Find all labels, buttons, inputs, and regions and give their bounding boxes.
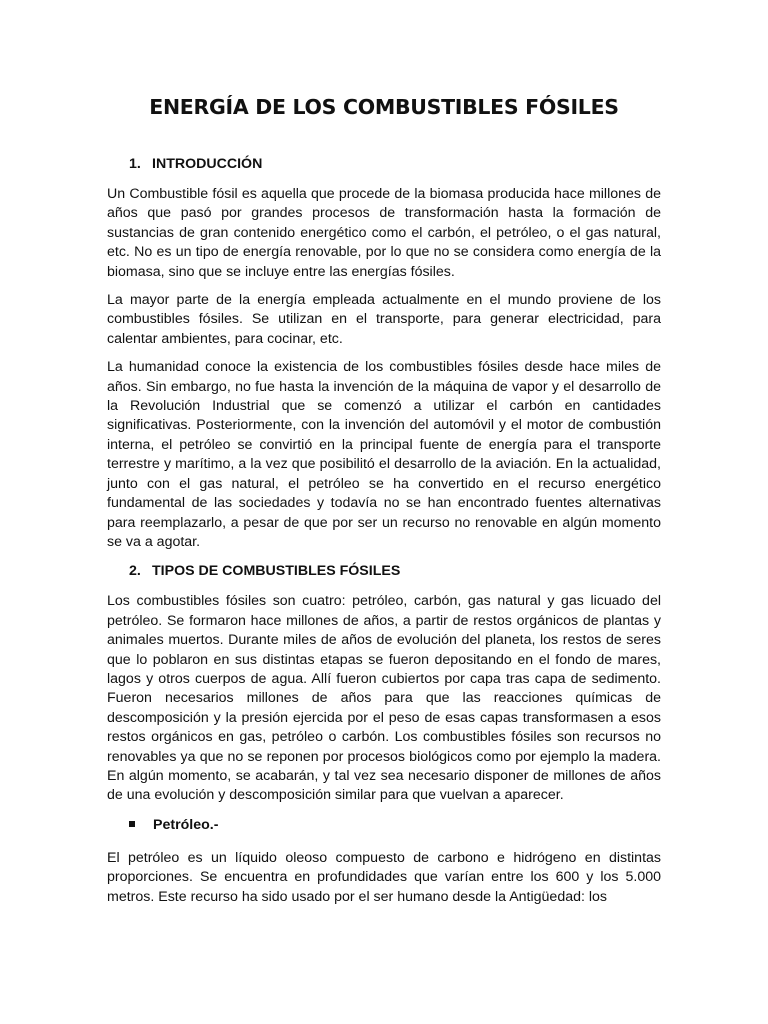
section-title: TIPOS DE COMBUSTIBLES FÓSILES [152,563,401,580]
paragraph: Un Combustible fósil es aquella que procede de la biomasa producida hace millones de años que pasó por grandes procesos de transformación hasta la formación de sustancias de gran contenido energético como el carbón, el petróleo, o el gas natural, etc. No es un tipo de energía renovable, por lo que no se considera como energía de la biomasa, sino que se incluye entre las energías fósiles. [107,186,661,280]
paragraph: El petróleo es un líquido oleoso compuesto de carbono e hidrógeno en distintas proporciones. Se encuentra en profundidades que varían entre los 600 y los 5.000 metros. Este recurso ha sido usado por el ser humano desde la Antigüedad: los [107,849,661,905]
subsection-heading-petroleo [107,815,661,835]
section-heading-introduccion [107,154,661,174]
section-number: 1. [129,156,141,172]
section-number: 2. [129,563,141,580]
section-heading-tipos [107,561,661,581]
paragraph: La mayor parte de la energía empleada actualmente en el mundo proviene de los combustibles fósiles. Se utilizan en el transporte, para generar electricidad, para calentar ambientes, para cocinar, etc. [107,292,661,347]
square-bullet-icon [129,821,135,827]
document-title: ENERGÍA DE LOS COMBUSTIBLES FÓSILES [149,95,619,119]
paragraph: Los combustibles fósiles son cuatro: petróleo, carbón, gas natural y gas licuado del petróleo. Se formaron hace millones de años, a partir de restos orgánicos de plantas y animales muertos. Durante miles de años de evolución del planeta, los restos de seres que lo poblaron en sus distintas etapas se fueron depositando en el fondo de mares, lagos y otros cuerpos de agua. Allí fueron cubiertos por capa tras capa de sedimento. Fueron necesarios millones de años para que las reacciones químicas de descomposición y la presión ejercida por el peso de esas capas transformasen a esos restos orgánicos en gas, petróleo o carbón. Los combustibles fósiles son recursos no renovables ya que no se reponen por procesos biológicos como por ejemplo la madera. En algún momento, se acabarán, y tal vez sea necesario disponer de millones de años de una evolución y descomposición similar para que vuelvan a aparecer. [107,593,661,804]
paragraph: La humanidad conoce la existencia de los combustibles fósiles desde hace miles de años. Sin embargo, no fue hasta la invención de la máquina de vapor y el desarrollo de la Revolución Industrial que se comenzó a utilizar el carbón en cantidades significativas. Posteriormente, con la invención del automóvil y el motor de combustión interna, el petróleo se convirtió en la principal fuente de energía para el transporte terrestre y marítimo, a la vez que posibilitó el desarrollo de la aviación. En la actualidad, junto con el gas natural, el petróleo se ha convertido en el recurso energético fundamental de las sociedades y todavía no se han encontrado fuentes alternativas para reemplazarlo, a pesar de que por ser un recurso no renovable en algún momento se va a agotar. [107,359,661,550]
subsection-title: Petróleo.- [153,816,219,833]
section-title: INTRODUCCIÓN [152,156,263,172]
